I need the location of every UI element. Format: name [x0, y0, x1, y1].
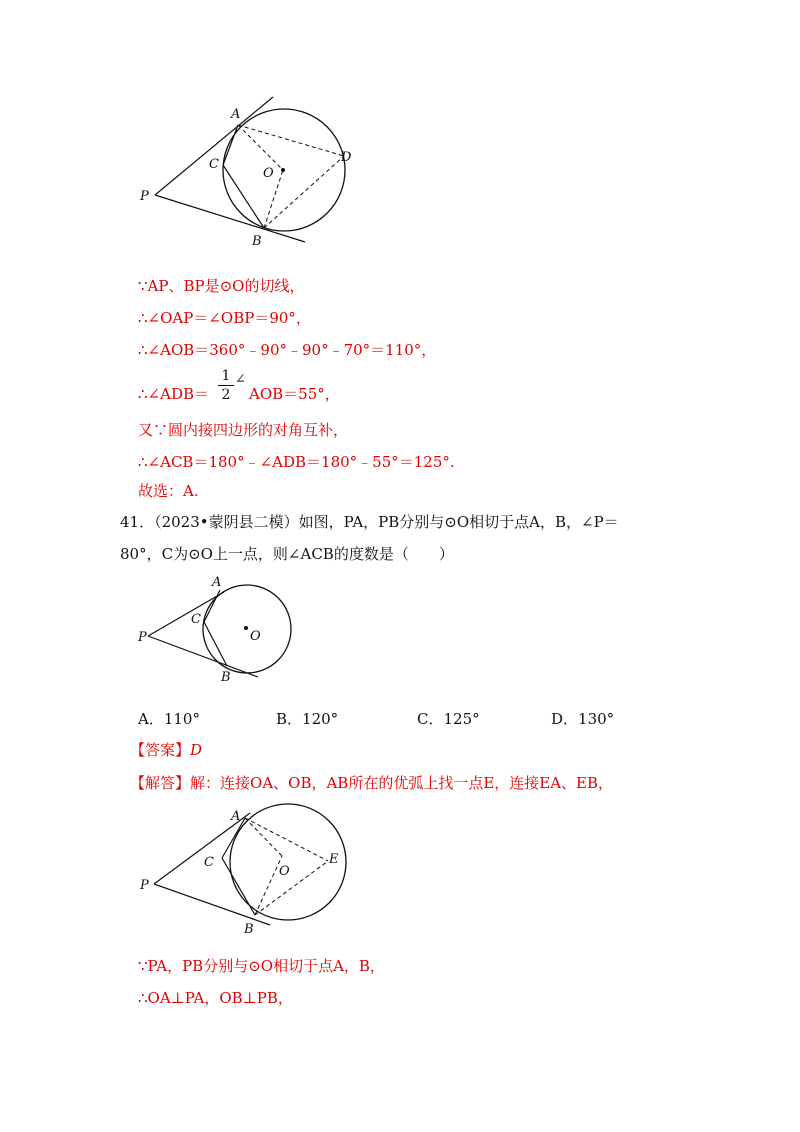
analysis-text: 解：连接OA、OB，AB所在的优弧上找一点E，连接EA、EB，: [190, 774, 614, 792]
label-c: C: [204, 855, 214, 870]
geometry-figure-3: [130, 800, 350, 940]
tangent-pb: [148, 636, 258, 677]
answer-value: D: [190, 741, 203, 759]
analysis-line: [130, 773, 613, 793]
solution-line-5: 又∵圆内接四边形的对角互补，: [138, 421, 349, 439]
geometry-figure-1: [130, 90, 370, 255]
label-a: A: [212, 575, 222, 590]
label-b: B: [221, 670, 231, 685]
angle-sign: ∠: [235, 372, 246, 387]
center-dot: [244, 626, 248, 630]
chord-cb: [222, 858, 255, 915]
answer-line: [130, 740, 202, 760]
option-d: D．130°: [551, 710, 615, 728]
label-p: P: [140, 189, 149, 204]
chord-ac: [222, 818, 245, 858]
tangent-pa: [155, 97, 273, 195]
label-b: B: [252, 234, 262, 249]
solution-line-7: 故选：A.: [138, 482, 199, 500]
tangent-pb: [154, 884, 270, 925]
label-o: O: [263, 166, 274, 181]
dashed-bo: [255, 856, 282, 915]
chord-ac: [204, 590, 220, 622]
center-dot: [281, 168, 285, 172]
analysis-label: 【解答】: [130, 774, 191, 792]
fraction-one-half: [218, 368, 234, 403]
label-a: A: [231, 809, 241, 824]
label-c: C: [191, 612, 201, 627]
label-c: C: [209, 157, 219, 172]
option-c: C．125°: [417, 710, 480, 728]
label-o: O: [279, 864, 290, 879]
question-41-line-2: 80°，C为⊙O上一点，则∠ACB的度数是（ ）: [120, 545, 454, 563]
answer-label: 【答案】: [130, 741, 191, 759]
tangent-pa: [148, 592, 224, 636]
solution-line-4-suffix: AOB＝55°，: [249, 385, 340, 403]
tangent-pb: [155, 195, 305, 242]
answer-options: [138, 708, 658, 728]
label-a: A: [231, 107, 241, 122]
label-p: P: [140, 878, 149, 893]
solution-line-1: ∵AP、BP是⊙O的切线，: [138, 277, 305, 295]
label-d: D: [341, 150, 352, 165]
label-b: B: [244, 922, 254, 937]
solution-line-3: ∴∠AOB＝360°﹣90°﹣90°﹣70°＝110°，: [138, 341, 437, 359]
option-b: B．120°: [276, 710, 339, 728]
dashed-ae: [245, 818, 328, 861]
label-e: E: [329, 852, 339, 867]
solution-line-4-prefix: ∴∠ADB＝: [138, 385, 209, 403]
dashed-be: [255, 861, 328, 915]
dashed-ao: [245, 818, 282, 856]
solution-line-6: ∴∠ACB＝180°﹣∠ADB＝180°﹣55°＝125°.: [138, 453, 455, 471]
fraction-bar: [218, 385, 234, 386]
solution-41-line-1: ∵PA，PB分别与⊙O相切于点A，B，: [138, 957, 385, 975]
solution-line-2: ∴∠OAP＝∠OBP＝90°，: [138, 309, 311, 327]
chord-ac: [223, 125, 238, 165]
question-41-line-1: 41．（2023•蒙阴县二模）如图，PA，PB分别与⊙O相切于点A，B，∠P＝: [120, 513, 619, 531]
label-p: P: [138, 630, 147, 645]
solution-41-line-2: ∴OA⊥PA，OB⊥PB，: [138, 989, 293, 1007]
fraction-numerator: 1: [221, 368, 231, 384]
fraction-denominator: 2: [221, 387, 231, 403]
option-a: A．110°: [138, 710, 200, 728]
label-o: O: [250, 629, 261, 644]
geometry-figure-2: [130, 570, 310, 690]
